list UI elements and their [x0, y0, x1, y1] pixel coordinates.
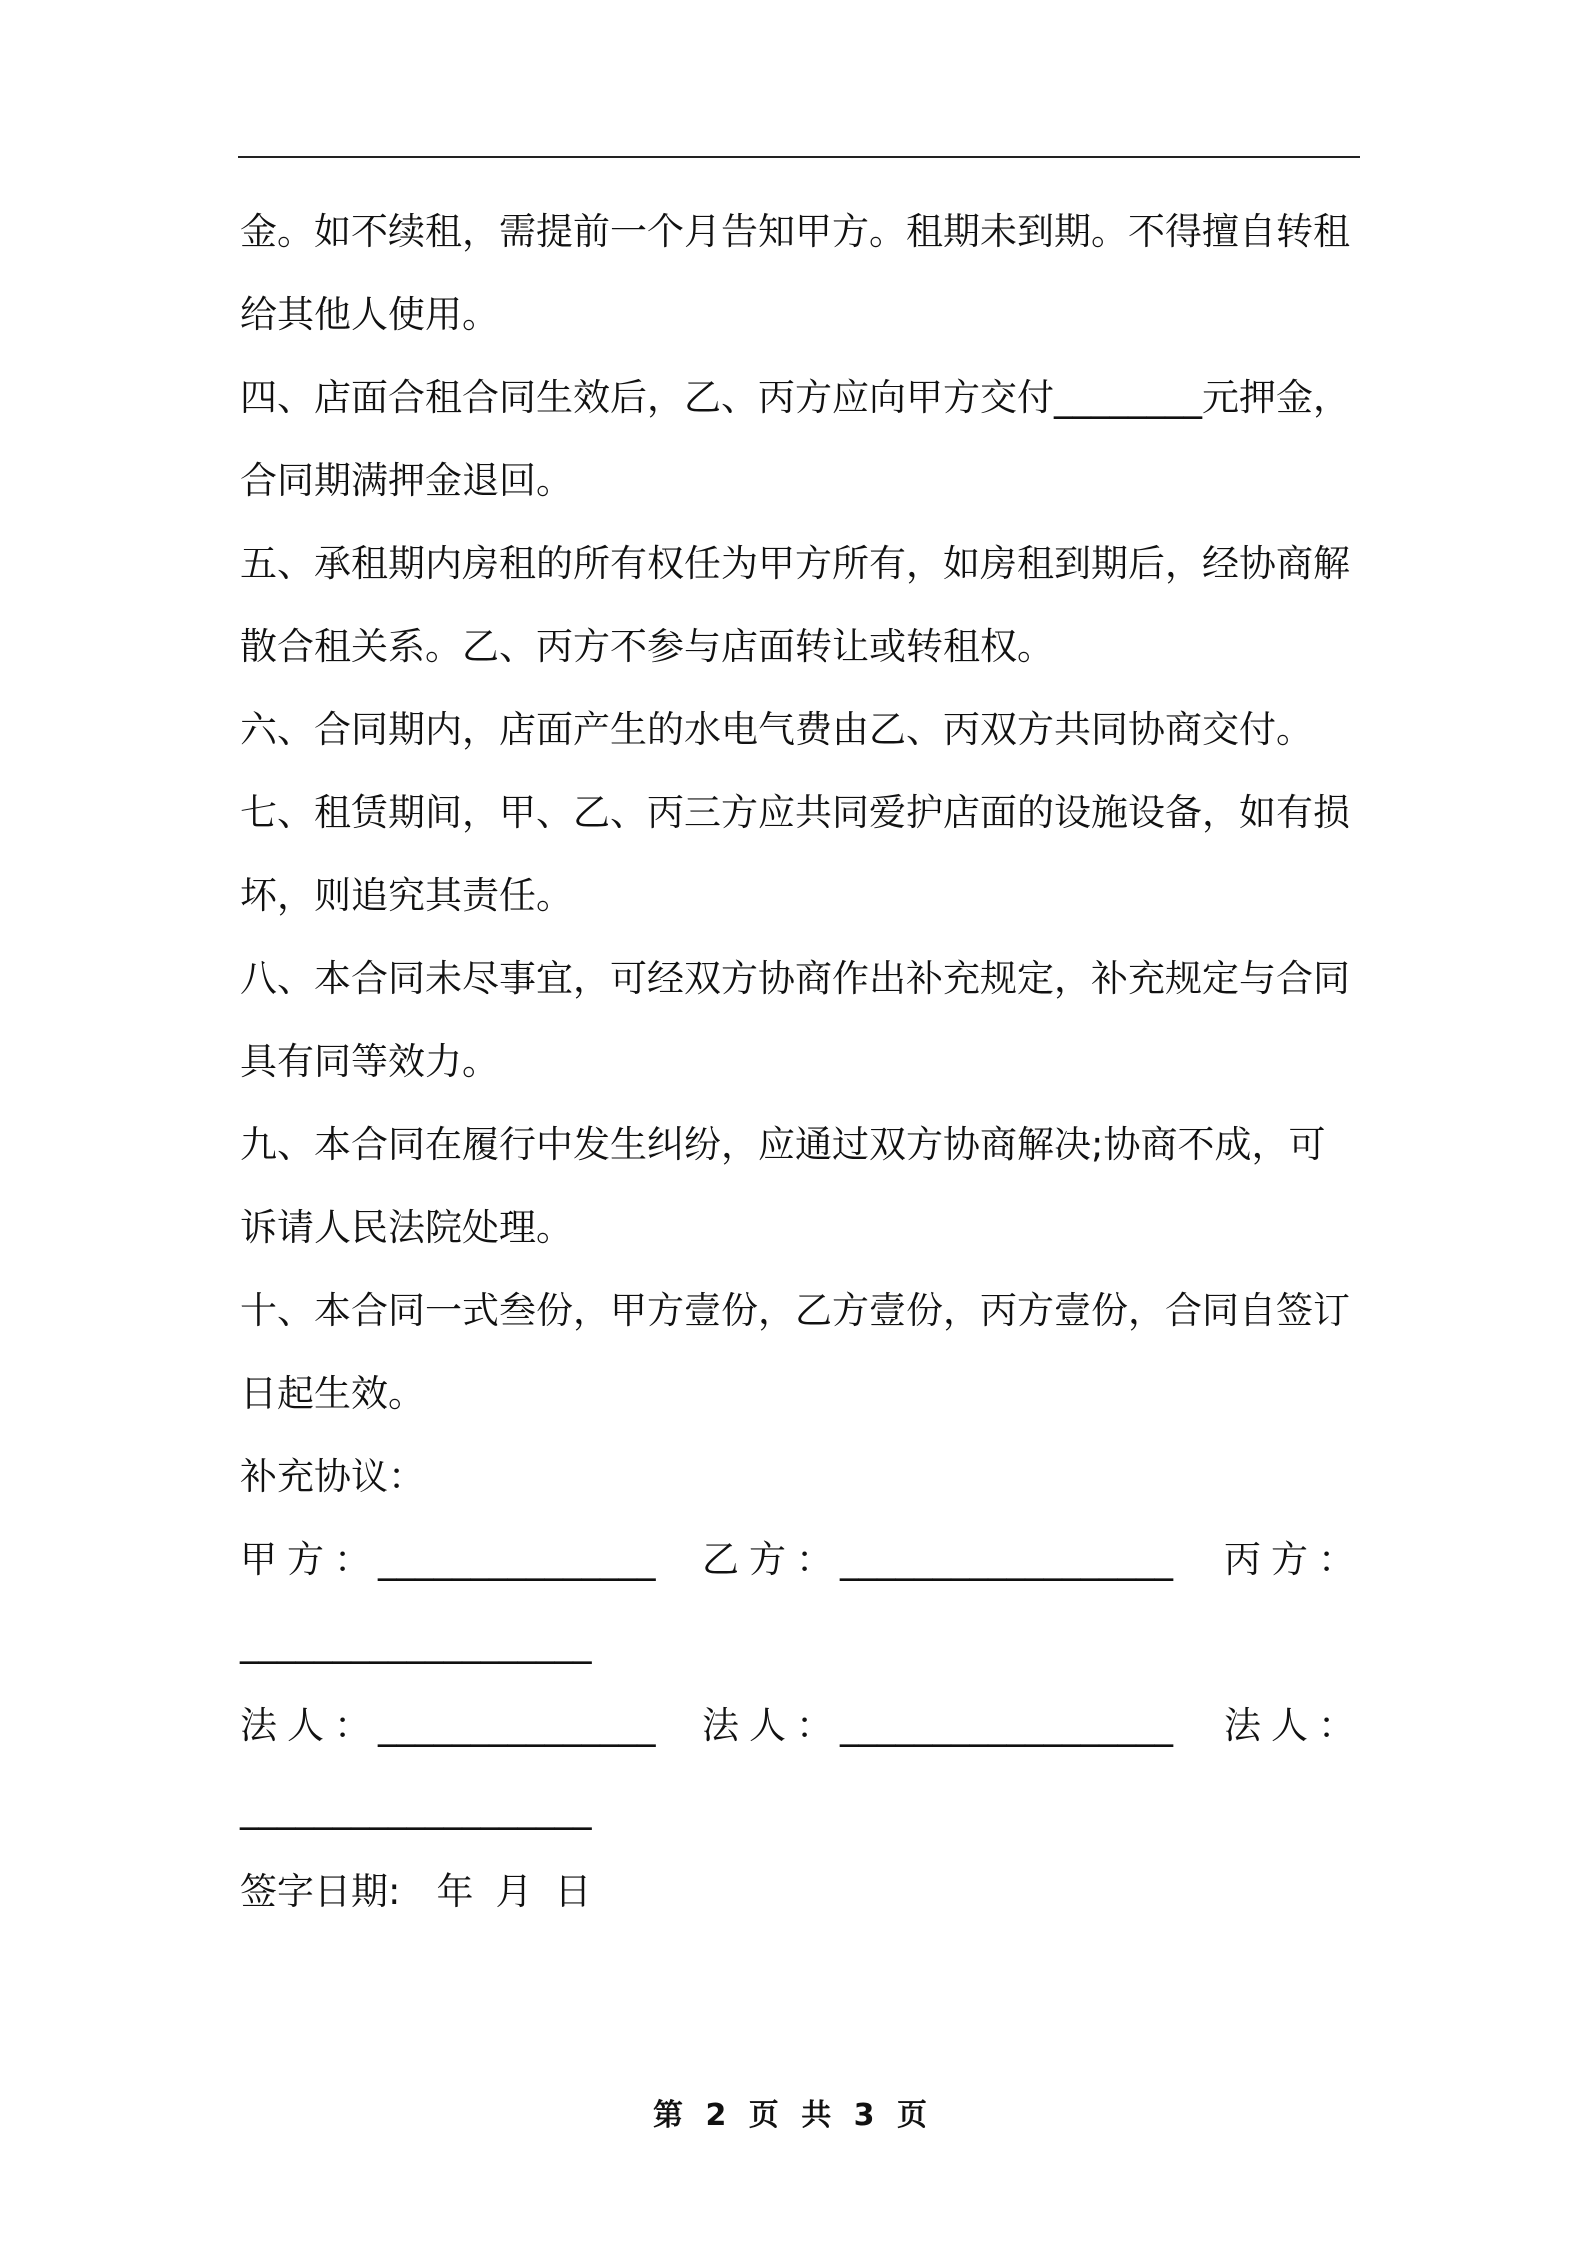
text-line: 七、租赁期间，甲、乙、丙三方应共同爱护店面的设施设备，如有损: [240, 791, 1350, 834]
party-signature-row: [240, 1518, 1370, 1601]
text-line: 六、合同期内，店面产生的水电气费由乙、丙双方共同协商交付。: [240, 708, 1313, 751]
party-a-blank: _______________: [378, 1538, 656, 1581]
date-year: 年: [436, 1870, 474, 1913]
party-c-label: 丙方：: [1224, 1538, 1365, 1581]
text-line: 日起生效。: [240, 1372, 425, 1415]
legal-b-label: 法人：: [702, 1704, 843, 1747]
party-b-blank: __________________: [840, 1538, 1173, 1581]
clause-4: [240, 356, 1370, 522]
clause-7: [240, 771, 1370, 937]
legal-c-label: 法人：: [1224, 1704, 1365, 1747]
party-c-blank: ___________________: [240, 1621, 592, 1664]
document-body: [240, 190, 1370, 1933]
text-line: 给其他人使用。: [240, 293, 499, 336]
text-line: 金。如不续租，需提前一个月告知甲方。租期未到期。不得擅自转租: [240, 210, 1350, 253]
party-b-label: 乙方：: [702, 1538, 843, 1581]
text-line: 十、本合同一式叁份，甲方壹份，乙方壹份，丙方壹份，合同自签订: [240, 1289, 1350, 1332]
date-day: 日: [554, 1870, 592, 1913]
date-month: 月: [495, 1870, 533, 1913]
text-line: 九、本合同在履行中发生纠纷，应通过双方协商解决;协商不成，可: [240, 1123, 1326, 1166]
clause-8: [240, 937, 1370, 1103]
text-line: 合同期满押金退回。: [240, 459, 573, 502]
legal-a-blank: _______________: [378, 1704, 656, 1747]
legal-c-blank: ___________________: [240, 1787, 592, 1830]
clause-10: [240, 1269, 1370, 1435]
legal-b-blank: __________________: [840, 1704, 1173, 1747]
page-number: 第 2 页 共 3 页: [653, 2098, 933, 2133]
text-line: 八、本合同未尽事宜，可经双方协商作出补充规定，补充规定与合同: [240, 957, 1350, 1000]
text-line: 具有同等效力。: [240, 1040, 499, 1083]
text-line: 坏，则追究其责任。: [240, 874, 573, 917]
legal-a-label: 法人：: [240, 1704, 381, 1747]
clause-5: [240, 522, 1370, 688]
text-line: 五、承租期内房租的所有权任为甲方所有，如房租到期后，经协商解: [240, 542, 1350, 585]
paragraph-continuation: [240, 190, 1370, 356]
text-line: 散合租关系。乙、丙方不参与店面转让或转租权。: [240, 625, 1054, 668]
party-a-label: 甲方：: [240, 1538, 381, 1581]
date-label: 签字日期:: [240, 1870, 401, 1913]
supplement-heading: 补充协议：: [240, 1455, 425, 1498]
clause-6: [240, 688, 1370, 771]
text-line: 四、店面合租合同生效后，乙、丙方应向甲方交付________元押金，: [240, 376, 1350, 419]
signing-date-row: [240, 1850, 1370, 1933]
clause-9: [240, 1103, 1370, 1269]
legal-signature-row: [240, 1684, 1370, 1767]
header-rule: [238, 156, 1360, 158]
text-line: 诉请人民法院处理。: [240, 1206, 573, 1249]
